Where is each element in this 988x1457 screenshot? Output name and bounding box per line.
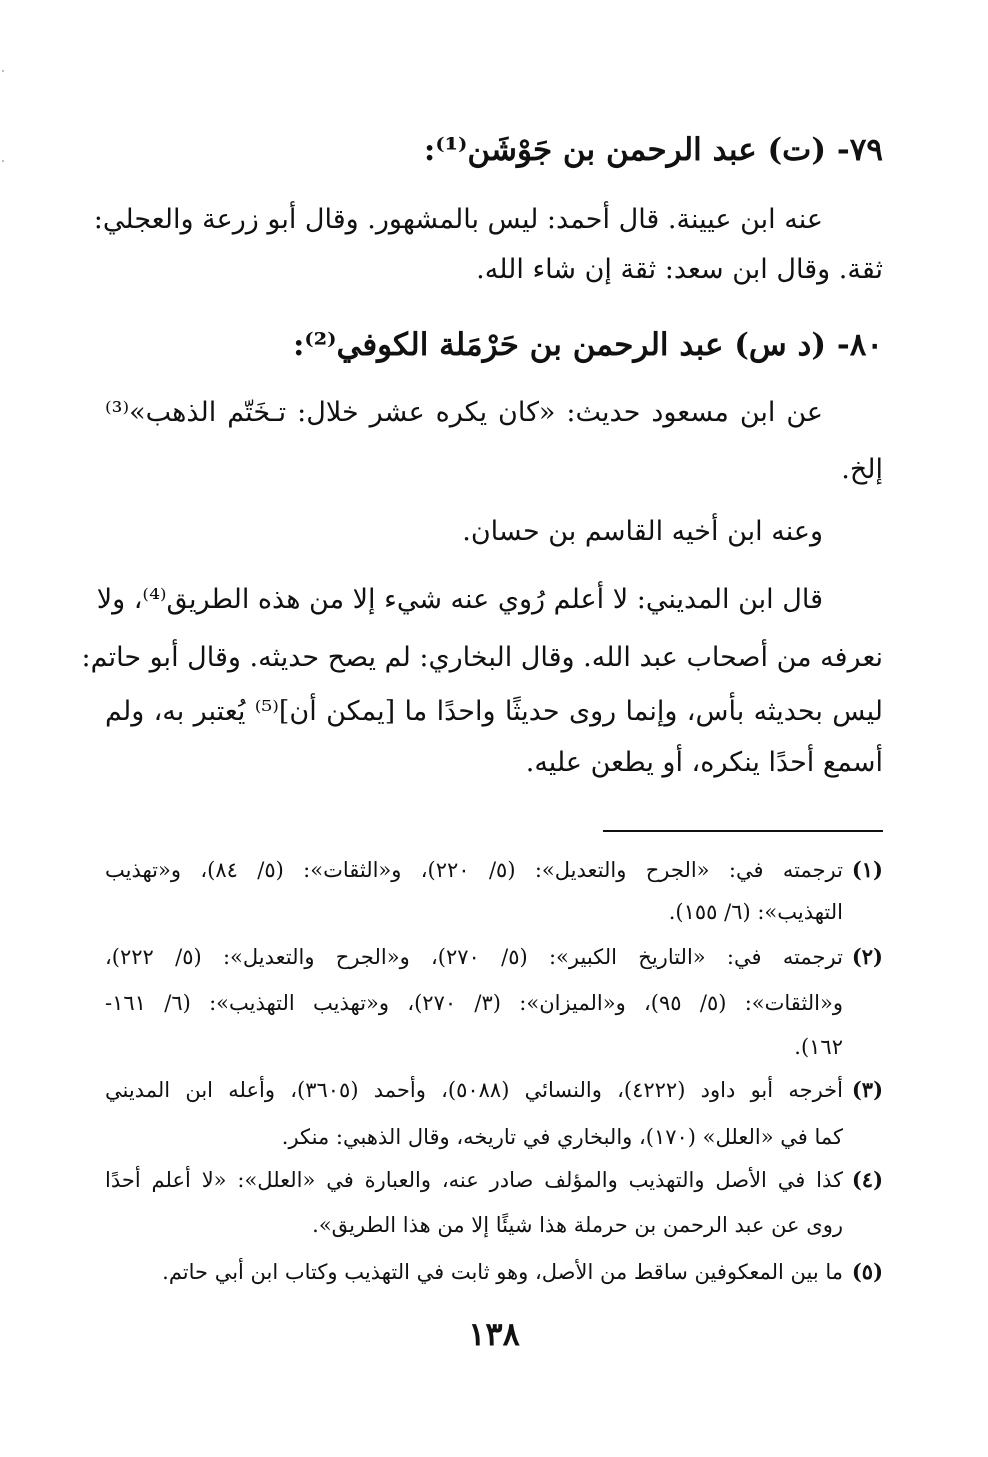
entry-80-line-3: وعنه ابن أخيه القاسم بن حسان.	[462, 516, 823, 547]
footnote-3	[105, 1075, 883, 1105]
footnote-5-number: (٥)	[851, 1259, 883, 1284]
footnote-5	[105, 1257, 883, 1287]
entry-80-line-7: أسمع أحدًا ينكره، أو يطعن عليه.	[525, 747, 883, 778]
footnote-2-number: (٢)	[851, 944, 883, 969]
footnote-1-line-2: التهذيب»: (٦/ ١٥٥).	[668, 900, 843, 924]
page-number: ١٣٨	[468, 1315, 520, 1353]
entry-80-line-1: عن ابن مسعود حديث: «كان يكره عشر خلال: تـخَتّم الذهب»⁽³⁾	[105, 397, 823, 428]
footnote-3-line-2: كما في «العلل» (١٧٠)، والبخاري في تاريخه، وقال الذهبي: منكر.	[281, 1125, 843, 1149]
footnote-4-line-1: كذا في الأصل والتهذيب والمؤلف صادر عنه، والعبارة في «العلل»: «لا أعلم أحدًا	[105, 1168, 843, 1192]
entry-80-line-5: نعرفه من أصحاب عبد الله. وقال البخاري: لم يصح حديثه. وقال أبو حاتم:	[81, 642, 883, 673]
footnote-separator	[603, 830, 883, 832]
entry-80-heading: ٨٠- (د س) عبد الرحمن بن حَرْمَلة الكوفي⁽²⁾:	[292, 327, 883, 363]
footnote-1-line-1: ترجمته في: «الجرح والتعديل»: (٥/ ٢٢٠)، و«الثقات»: (٥/ ٨٤)، و«تهذيب	[105, 858, 843, 882]
footnote-2	[105, 942, 883, 972]
entry-80-line-6: ليس بحديثه بأس، وإنما روى حديثًا واحدًا ما [يمكن أن]⁽⁵⁾ يُعتبر به، ولم	[105, 696, 883, 727]
entry-79-line-1: عنه ابن عيينة. قال أحمد: ليس بالمشهور. وقال أبو زرعة والعجلي:	[93, 204, 823, 235]
entry-80-line-2: إلخ.	[841, 454, 883, 485]
footnote-3-number: (٣)	[851, 1077, 883, 1102]
footnote-4	[105, 1165, 883, 1195]
footnote-2-line-3: ١٦٢).	[794, 1035, 843, 1059]
footnote-4-number: (٤)	[851, 1167, 883, 1192]
entry-79-heading: ٧٩- (ت) عبد الرحمن بن جَوْشَن⁽¹⁾:	[423, 132, 883, 168]
entry-79-line-2: ثقة. وقال ابن سعد: ثقة إن شاء الله.	[476, 254, 883, 285]
footnote-4-line-2: روى عن عبد الرحمن بن حرملة هذا شيئًا إلا من هذا الطريق».	[312, 1213, 843, 1237]
footnote-2-line-1: ترجمته في: «التاريخ الكبير»: (٥/ ٢٧٠)، و«الجرح والتعديل»: (٥/ ٢٢٢)،	[105, 945, 843, 969]
margin-mark	[2, 70, 4, 72]
entry-80-line-4: قال ابن المديني: لا أعلم رُوي عنه شيء إلا من هذه الطريق⁽⁴⁾، ولا	[96, 584, 823, 615]
footnote-2-line-2: و«الثقات»: (٥/ ٩٥)، و«الميزان»: (٣/ ٢٧٠)، و«تهذيب التهذيب»: (٦/ ١٦١-	[105, 991, 843, 1015]
margin-mark	[2, 160, 4, 162]
footnote-1-number: (١)	[851, 857, 883, 882]
footnote-3-line-1: أخرجه أبو داود (٤٢٢٢)، والنسائي (٥٠٨٨)، وأحمد (٣٦٠٥)، وأعله ابن المديني	[105, 1078, 843, 1102]
footnote-5-line-1: ما بين المعكوفين ساقط من الأصل، وهو ثابت في التهذيب وكتاب ابن أبي حاتم.	[162, 1260, 843, 1284]
footnote-1	[105, 855, 883, 885]
